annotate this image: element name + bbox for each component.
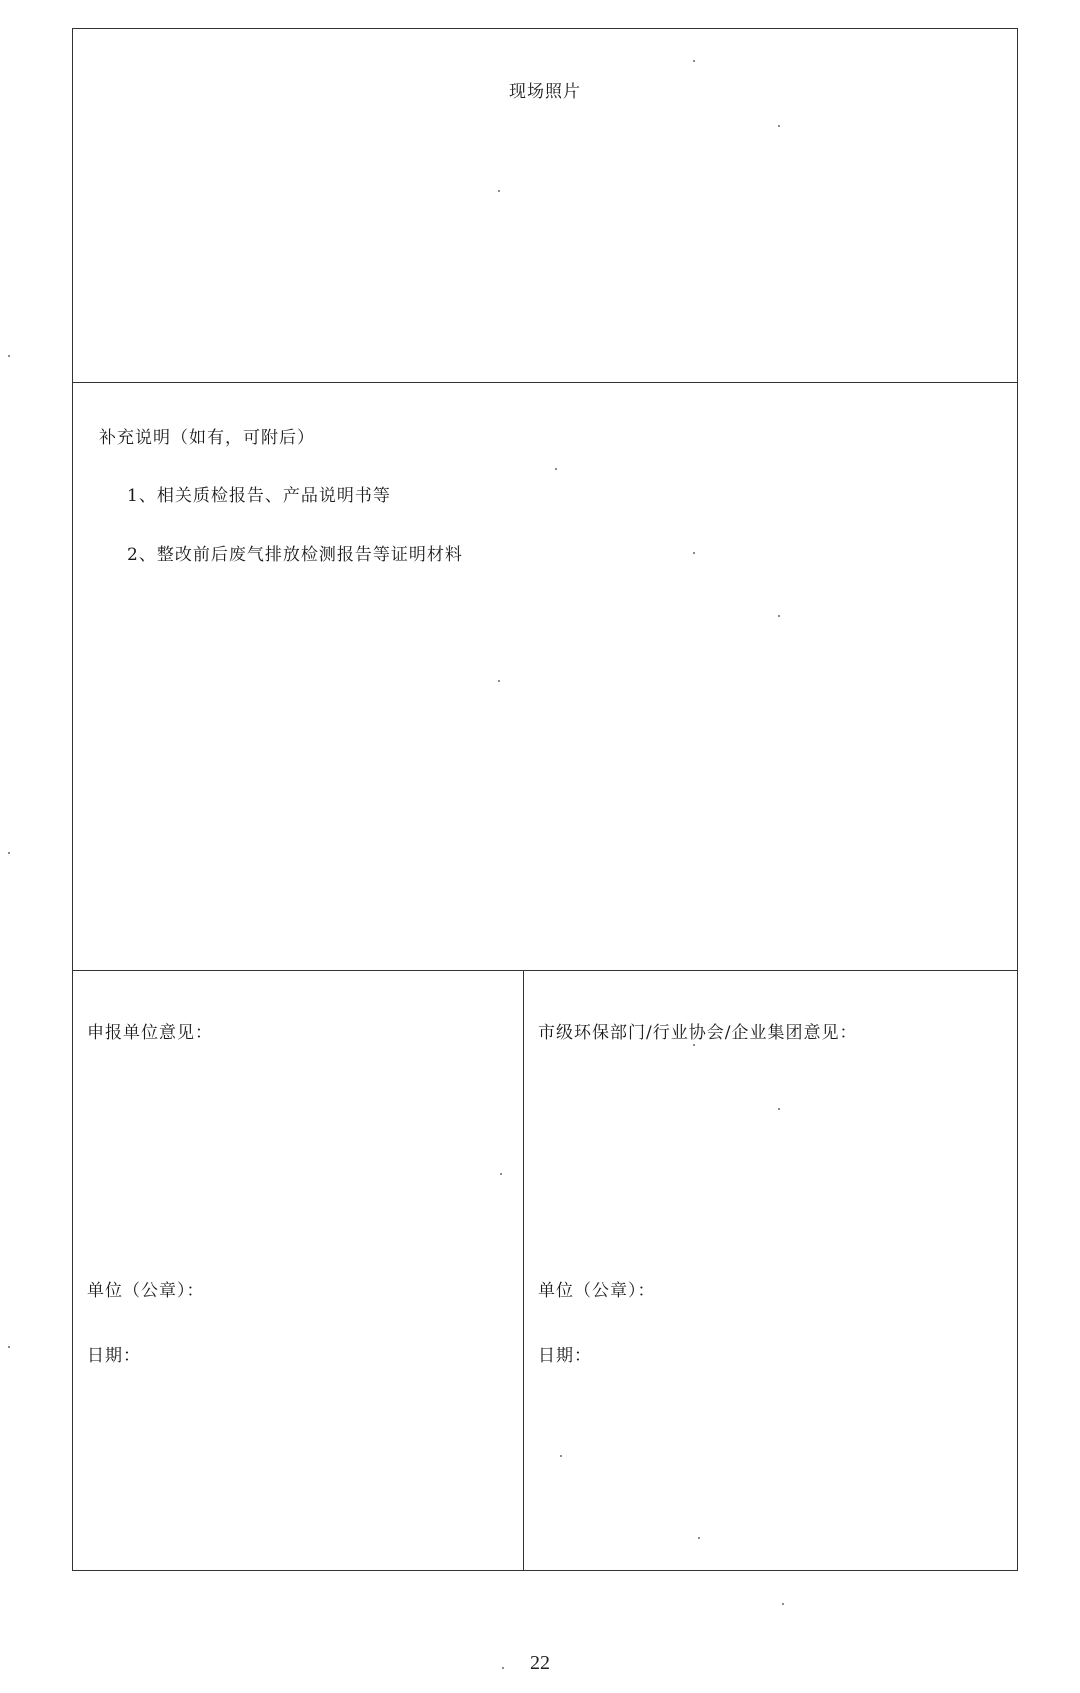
scan-speck: [8, 1346, 10, 1348]
scan-speck: [498, 190, 500, 192]
scan-speck: [782, 1603, 784, 1605]
applicant-seal-label: 单位（公章）：: [87, 1281, 205, 1301]
authority-date-label: 日期：: [538, 1346, 592, 1366]
supplement-heading: 补充说明（如有，可附后）: [99, 428, 315, 448]
site-photo-title: 现场照片: [509, 82, 581, 102]
scan-speck: [498, 680, 500, 682]
authority-opinion-heading: 市级环保部门/行业协会/企业集团意见：: [538, 1023, 858, 1043]
applicant-opinion-heading: 申报单位意见：: [87, 1023, 213, 1043]
scan-speck: [693, 552, 695, 554]
scan-speck: [698, 1537, 700, 1539]
scan-speck: [778, 615, 780, 617]
supplement-item-1: 1、相关质检报告、产品说明书等: [127, 486, 391, 506]
site-photo-section: [73, 29, 1017, 383]
supplement-item-2: 2、整改前后废气排放检测报告等证明材料: [127, 545, 463, 565]
applicant-date-label: 日期：: [87, 1346, 141, 1366]
scan-speck: [555, 468, 557, 470]
supplement-section: [73, 383, 1017, 971]
authority-seal-label: 单位（公章）：: [538, 1281, 656, 1301]
opinions-section: [73, 971, 1017, 1570]
form-table: [72, 28, 1018, 1571]
applicant-opinion-cell: [73, 971, 524, 1570]
scan-speck: [8, 852, 10, 854]
scan-speck: [8, 355, 10, 357]
authority-opinion-cell: [524, 971, 1017, 1570]
scan-speck: [693, 60, 695, 62]
scan-speck: [778, 125, 780, 127]
scan-speck: [560, 1455, 562, 1457]
scan-speck: [693, 1044, 695, 1046]
page-number: 22: [530, 1652, 550, 1674]
scan-speck: [500, 1173, 502, 1175]
scan-speck: [778, 1108, 780, 1110]
